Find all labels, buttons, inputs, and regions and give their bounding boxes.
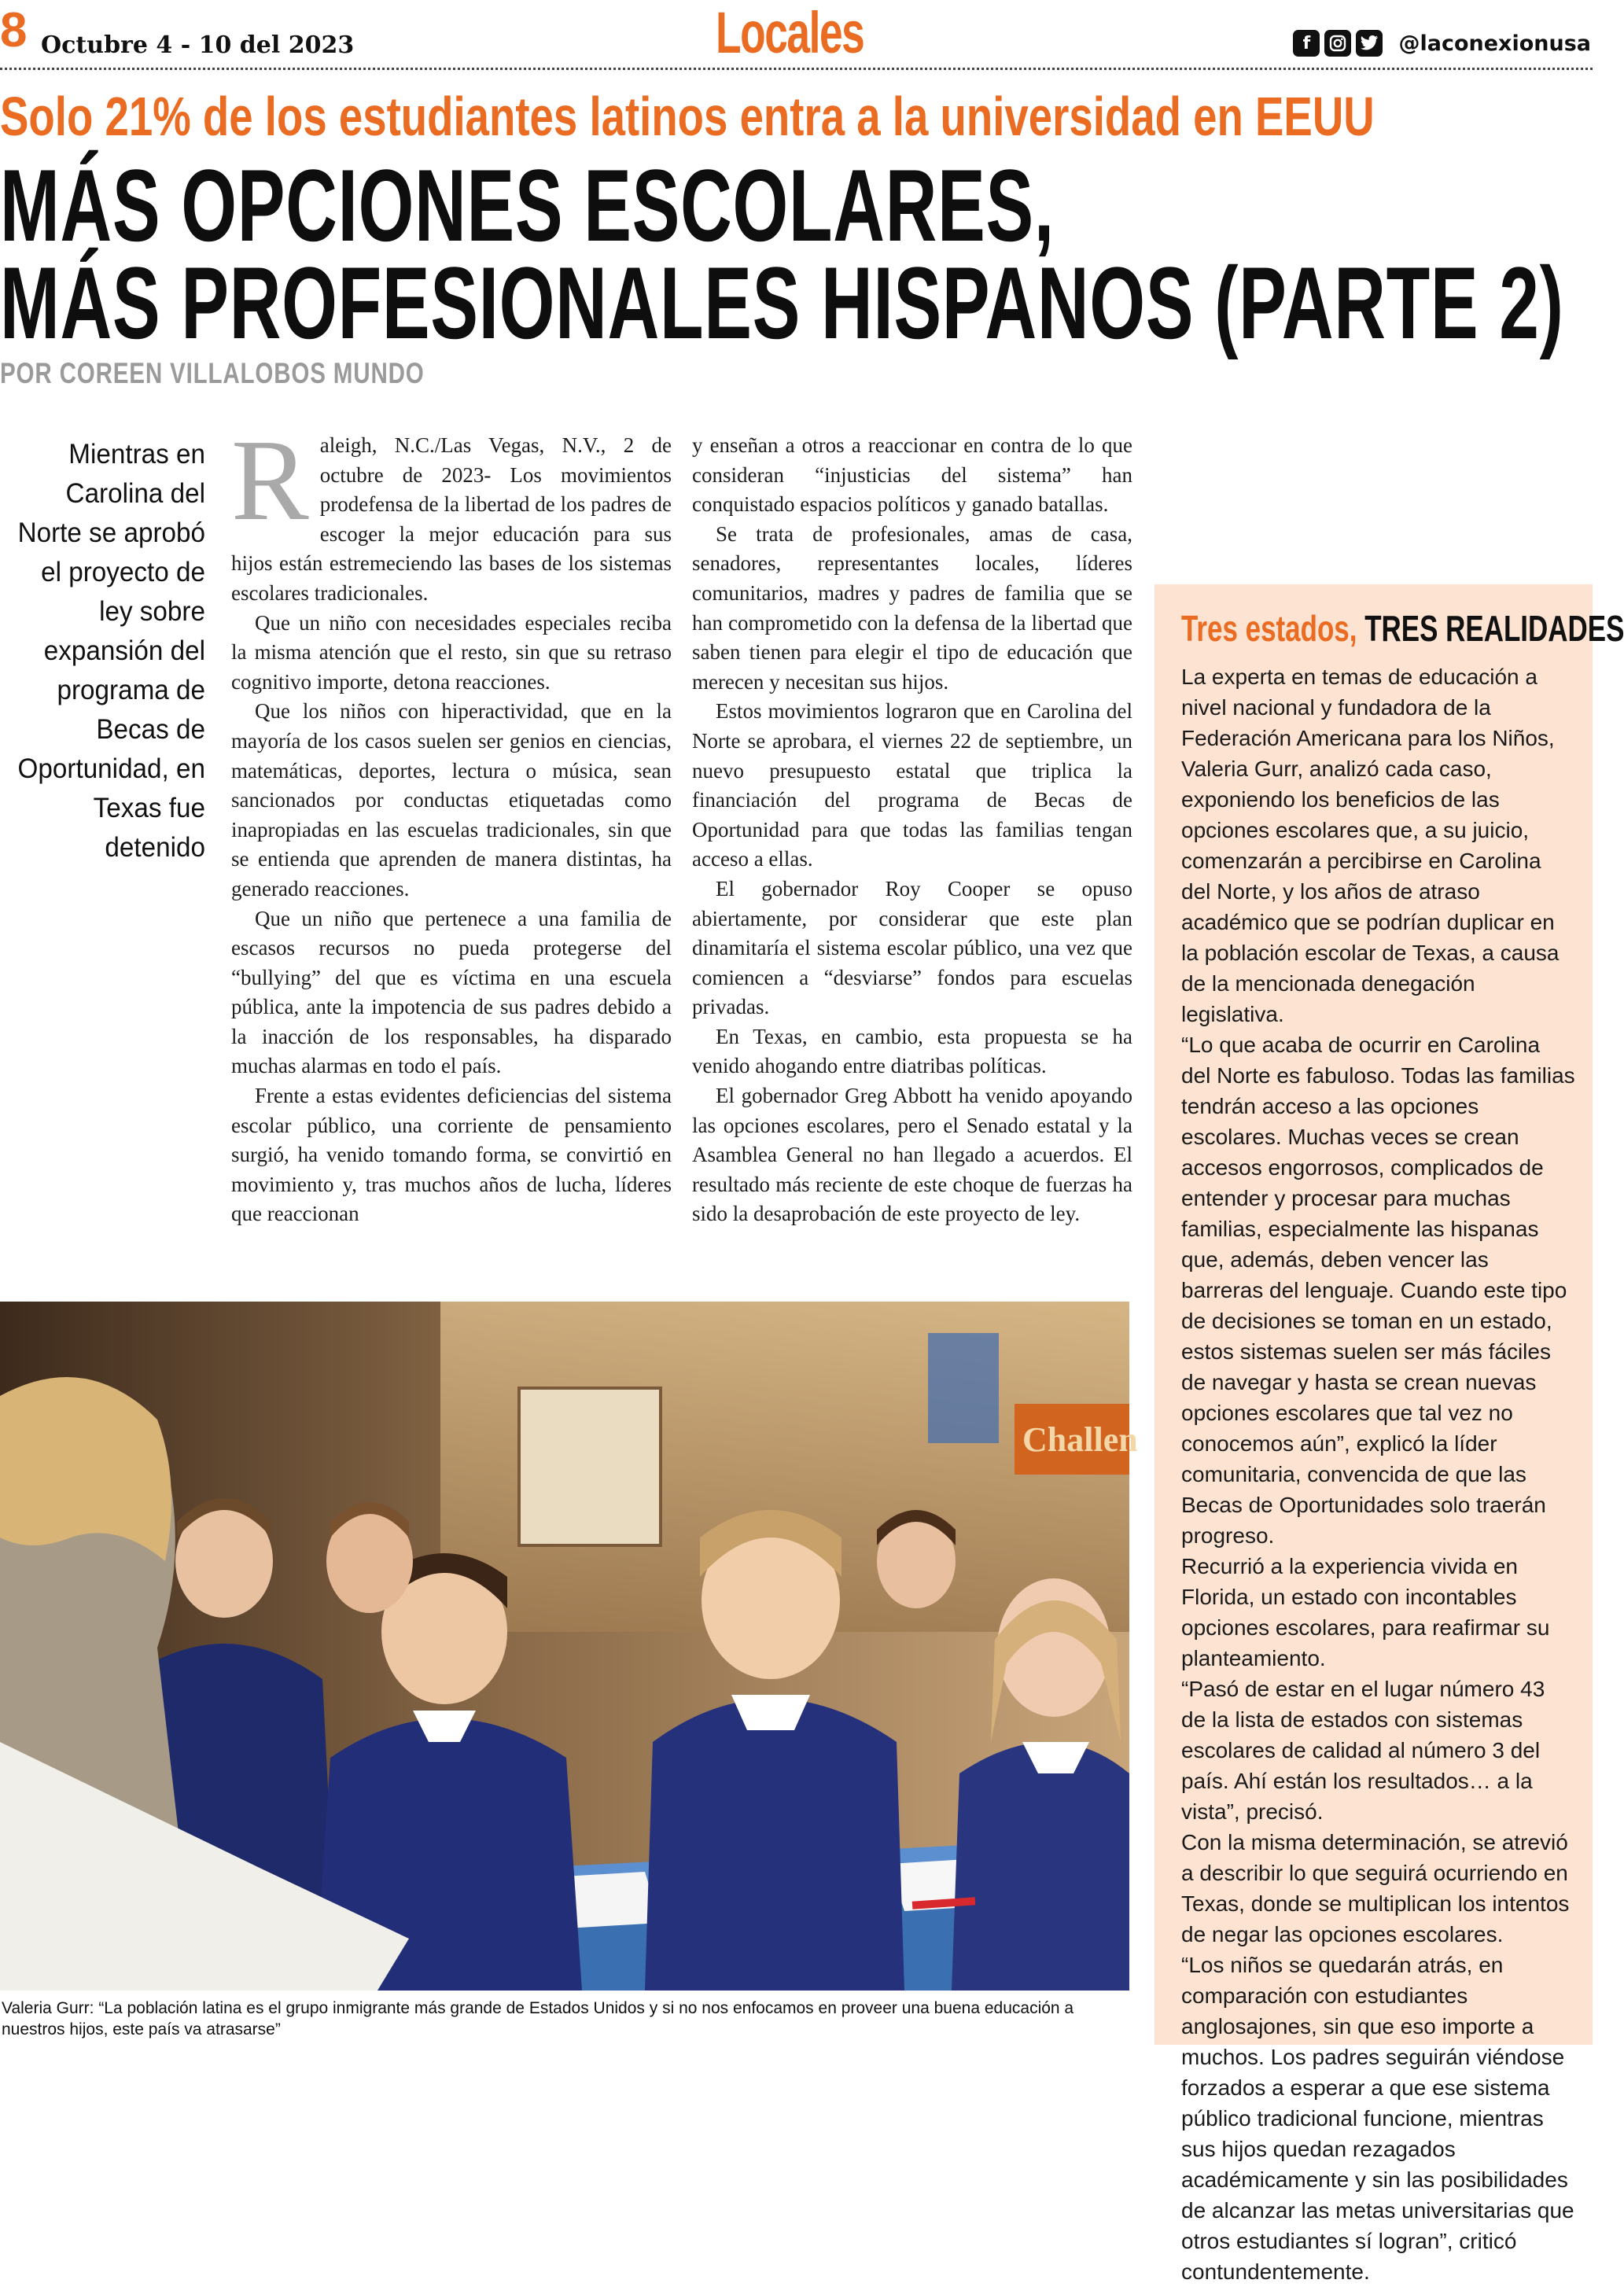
- sidebar-paragraph: Con la misma determinación, se atrevió a describir lo que seguirá ocurriendo en Texas, donde se multiplican los intentos de negar las opciones escolares.: [1181, 1830, 1570, 1946]
- facebook-icon[interactable]: f: [1293, 30, 1320, 57]
- body-paragraph: Que un niño con necesidades especiales reciba la misma atención que el resto, sin que su retraso cognitivo importe, detona reacciones.: [231, 610, 672, 694]
- page-number: 8: [0, 3, 28, 57]
- body-paragraph: Frente a estas evidentes deficiencias del sistema escolar público, una corriente de pensamiento surgió, ha venido tomando forma, se convirtió en movimiento y, tras muchos años de lucha, líderes que reaccionan: [231, 1084, 672, 1226]
- body-paragraph: Que los niños con hiperactividad, que en la mayoría de los casos suelen ser genios en ciencias, matemáticas, deportes, lectura o música, sean sancionados por conductas etiquetadas como inapropiadas en las escuelas tradicionales, sin que se entienda que aprenden de manera distintas, ha generado reacciones.: [231, 699, 672, 900]
- article-deck: Mientras en Carolina del Norte se aprobó el proyecto de ley sobre expansión del programa de Becas de Oportunidad, en Texas fue detenido: [17, 439, 206, 863]
- sidebar-paragraph: “Los niños se quedarán atrás, en comparación con estudiantes anglosajones, sin que eso importe a muchos. Los padres seguirán viéndose forzados a esperar a que ese sistema público tradicional funcione, mientras sus hijos quedan rezagados académicamente y sin las posibilidades de alcanzar las metas universitarias que otros estudiantes sí logran”, criticó contundentemente.: [1181, 1953, 1574, 2284]
- sidebar-paragraph: La experta en temas de educación a nivel nacional y fundadora de la Federación Americana para los Niños, Valeria Gurr, analizó cada caso, exponiendo los beneficios de las opciones escolares que, a su juicio, comenzarán a percibirse en Carolina del Norte, y los años de atraso académico que se podrían duplicar en la población escolar de Texas, a causa de la mencionada denegación legislativa.: [1181, 665, 1560, 1026]
- twitter-icon[interactable]: [1356, 30, 1383, 57]
- section-title: Locales: [716, 0, 864, 65]
- sidebar-title: [1181, 606, 1624, 650]
- social-handle[interactable]: @laconexionusa: [1398, 31, 1591, 56]
- article-column-2: [692, 431, 1132, 1229]
- body-paragraph: y enseñan a otros a reaccionar en contra de lo que consideran “injusticias del sistema” han conquistado espacios políticos y ganado batallas.: [692, 433, 1132, 517]
- photo-caption: Valeria Gurr: “La población latina es el grupo inmigrante más grande de Estados Unidos y si no nos enfocamos en proveer una buena educación a nuestros hijos, este país va atrasarse”: [2, 1999, 1074, 2038]
- article-kicker: Solo 21% de los estudiantes latinos entra a la universidad en EEUU: [0, 86, 1375, 147]
- sidebar-title-part2: TRES REALIDADES: [1364, 608, 1624, 649]
- body-paragraph: El gobernador Greg Abbott ha venido apoyando las opciones escolares, pero el Senado estatal y la Asamblea General no han llegado a acuerdos. El resultado más reciente de este choque de fuerzas ha sido la desaprobación de este proyecto de ley.: [692, 1084, 1132, 1226]
- sidebar-box: [1154, 584, 1624, 2284]
- social-links: [1293, 30, 1591, 57]
- sidebar-title-part1: Tres estados,: [1181, 608, 1357, 649]
- byline: POR COREEN VILLALOBOS MUNDO: [0, 357, 425, 389]
- body-paragraph: El gobernador Roy Cooper se opuso abiertamente, por considerar que este plan dinamitaría el sistema escolar público, una vez que comiencen a “desviarse” fondos para escuelas privadas.: [692, 876, 1132, 1019]
- drop-cap: R: [231, 416, 309, 545]
- sidebar-paragraph: Recurrió a la experiencia vivida en Florida, un estado con incontables opciones escolares, para reafirmar su planteamiento.: [1181, 1554, 1550, 1670]
- body-paragraph: Estos movimientos lograron que en Carolina del Norte se aprobara, el viernes 22 de septiembre, un nuevo presupuesto estatal que triplica la financiación del programa de Becas de Oportunidad para que todas las familias tengan acceso a ellas.: [692, 699, 1132, 871]
- issue-date: Octubre 4 - 10 del 2023: [41, 31, 355, 59]
- headline-line-1: MÁS OPCIONES ESCOLARES,: [0, 148, 1055, 263]
- body-paragraph: Que un niño que pertenece a una familia de escasos recursos no pueda protegerse del “bullying” del que es víctima en una escuela pública, ante la impotencia de sus padres debido a la inacción de los responsables, ha disparado muchas alarmas en todo el país.: [231, 906, 672, 1078]
- instagram-icon[interactable]: [1324, 30, 1351, 57]
- classroom-photo: [0, 1302, 1138, 1991]
- header-divider: [0, 68, 1593, 70]
- sidebar-paragraph: “Pasó de estar en el lugar número 43 de la lista de estados con sistemas escolares de calidad al número 3 del país. Ahí están los resultados… a la vista”, precisó.: [1181, 1677, 1545, 1824]
- body-paragraph: Se trata de profesionales, amas de casa, senadores, representantes locales, líderes comunitarios, madres y padres de familia que se han comprometido con la defensa de la libertad que saben tienen para elegir el tipo de educación que merecen y necesitan sus hijos.: [692, 521, 1132, 694]
- classroom-sign: Challen: [1022, 1420, 1138, 1459]
- sidebar-paragraph: “Lo que acaba de ocurrir en Carolina del Norte es fabuloso. Todas las familias tendrán acceso a las opciones escolares. Muchas veces se crean accesos engorrosos, complicados de entender y procesar para muchas familias, especialmente las hispanas que, además, deben vencer las barreras del lenguaje. Cuando este tipo de decisiones se toman en un estado, estos sistemas suelen ser más fáciles de navegar y hasta se crean nuevas opciones escolares que tal vez no conocemos aún”, explicó la líder comunitaria, convencida de que las Becas de Oportunidades solo traerán progreso.: [1181, 1033, 1575, 1548]
- headline-line-2: MÁS PROFESIONALES HISPANOS (PARTE 2): [0, 245, 1564, 360]
- sidebar-body: [1181, 661, 1575, 2287]
- body-paragraph: En Texas, en cambio, esta propuesta se ha venido ahogando entre diatribas políticas.: [692, 1024, 1132, 1078]
- article-column-1: [231, 416, 672, 1229]
- body-paragraph: Raleigh, N.C./Las Vegas, N.V., 2 de octubre de 2023- Los movimientos prodefensa de la libertad de los padres de escoger la mejor educación para sus hijos están estremeciendo las bases de los sistemas escolares tradicionales.: [231, 416, 672, 605]
